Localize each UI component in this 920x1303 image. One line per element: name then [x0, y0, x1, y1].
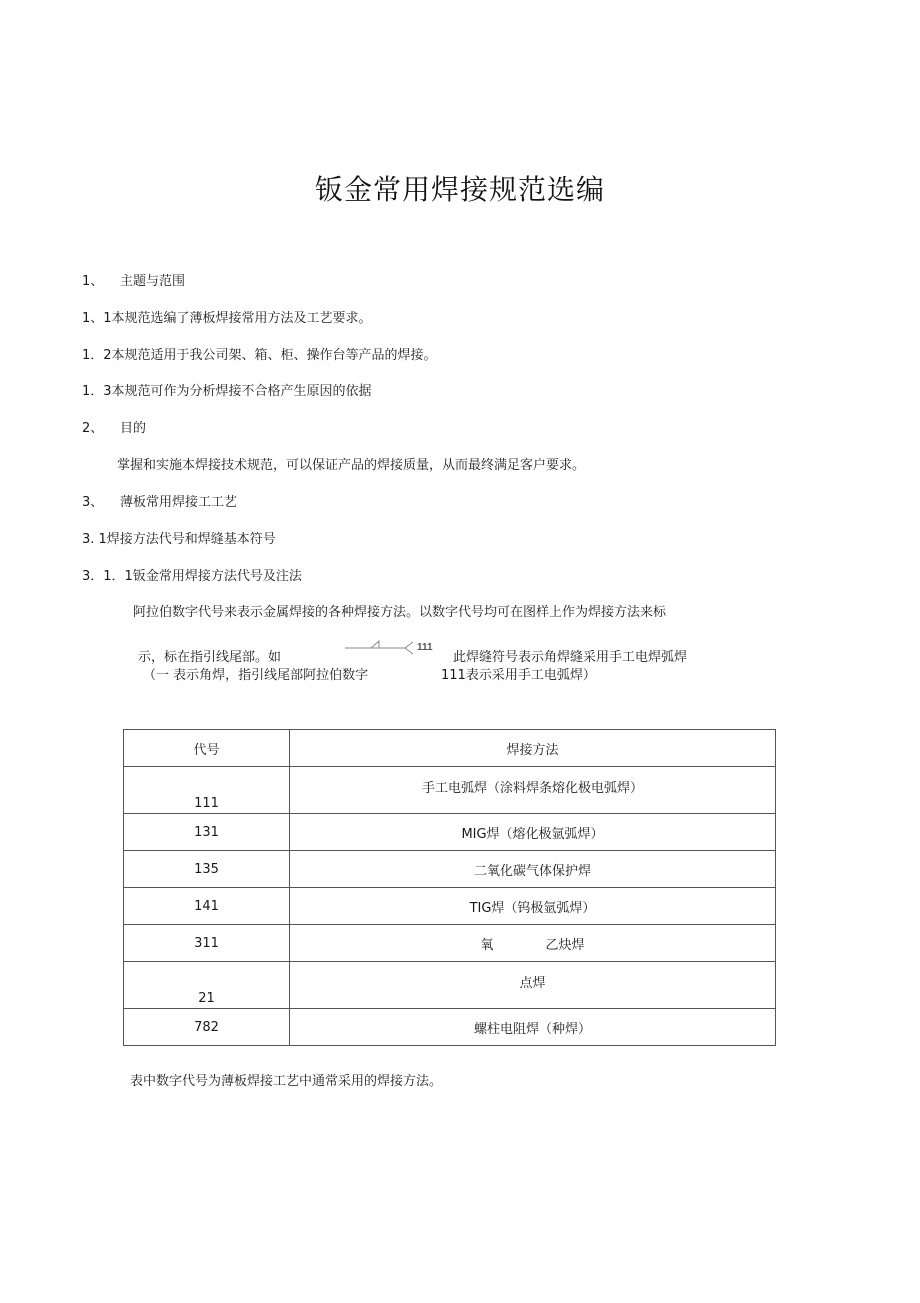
section-heading-3: [82, 494, 237, 512]
section-number: 1、: [82, 274, 104, 289]
table-row: [124, 888, 776, 925]
table-header-row: [124, 730, 776, 767]
table-row: [124, 1009, 776, 1046]
row-code: 141: [124, 888, 290, 925]
section-heading-text: 目的: [120, 421, 147, 436]
row-method: 螺柱电阻焊（种焊）: [290, 1009, 776, 1046]
paragraph-3-1-1: 3．1．1钣金常用焊接方法代号及注法: [82, 569, 302, 584]
symbol-label: 111: [417, 642, 433, 653]
method-part-a: 氧: [480, 937, 494, 953]
page-title: 钣金常用焊接规范选编: [314, 173, 605, 206]
row-code: 111: [124, 767, 290, 814]
table-row: [124, 851, 776, 888]
row-code: 21: [124, 962, 290, 1009]
section-heading-text: 主题与范围: [120, 274, 186, 289]
paragraph-1-3: 1．3本规范可作为分析焊接不合格产生原因的依据: [82, 384, 372, 399]
table-row: [124, 962, 776, 1009]
fillet-triangle: [371, 641, 379, 648]
section-heading-2: [82, 420, 146, 438]
row-code: 782: [124, 1009, 290, 1046]
weld-symbol: [343, 636, 447, 660]
row-method: [290, 925, 776, 962]
row-code: 311: [124, 925, 290, 962]
paragraph-3-1: 3. 1焊接方法代号和焊缝基本符号: [82, 532, 276, 547]
welding-methods-table: [123, 729, 776, 1046]
paren-line-right: 111表示采用手工电弧焊）: [441, 668, 596, 683]
symbol-line-left: 示，标在指引线尾部。如: [138, 650, 282, 665]
row-code: 135: [124, 851, 290, 888]
tail-mark: [405, 642, 413, 654]
paragraph-1-2: 1．2本规范适用于我公司架、箱、柜、操作台等产品的焊接。: [82, 348, 437, 363]
table-row: [124, 925, 776, 962]
row-method: 点焊: [290, 962, 776, 1009]
paren-line-left: （一 表示角焊，指引线尾部阿拉伯数字: [143, 668, 369, 683]
row-method: 二氧化碳气体保护焊: [290, 851, 776, 888]
table-row: [124, 767, 776, 814]
symbol-line-right: 此焊缝符号表示角焊缝采用手工电焊弧焊: [453, 650, 688, 665]
paragraph-2: 掌握和实施本焊接技术规范，可以保证产品的焊接质量，从而最终满足客户要求。: [117, 458, 586, 473]
section-number: 2、: [82, 421, 104, 436]
header-code: 代号: [124, 730, 290, 767]
row-code: 131: [124, 814, 290, 851]
paragraph-method-intro: 阿拉伯数字代号来表示金属焊接的各种焊接方法。以数字代号均可在图样上作为焊接方法来标: [133, 605, 667, 620]
table-row: [124, 814, 776, 851]
section-heading-1: [82, 273, 185, 291]
weld-symbol-icon: [343, 636, 447, 660]
footer-note: 表中数字代号为薄板焊接工艺中通常采用的焊接方法。: [130, 1074, 443, 1089]
paragraph-1-1: 1、1本规范选编了薄板焊接常用方法及工艺要求。: [82, 311, 372, 326]
section-number: 3、: [82, 495, 104, 510]
row-method: 手工电弧焊（涂料焊条熔化极电弧焊）: [290, 767, 776, 814]
section-heading-text: 薄板常用焊接工工艺: [120, 495, 238, 510]
method-part-b: 乙炔焊: [545, 937, 585, 953]
row-method: MIG焊（熔化极氩弧焊）: [290, 814, 776, 851]
header-method: 焊接方法: [290, 730, 776, 767]
row-method: TIG焊（钨极氩弧焊）: [290, 888, 776, 925]
